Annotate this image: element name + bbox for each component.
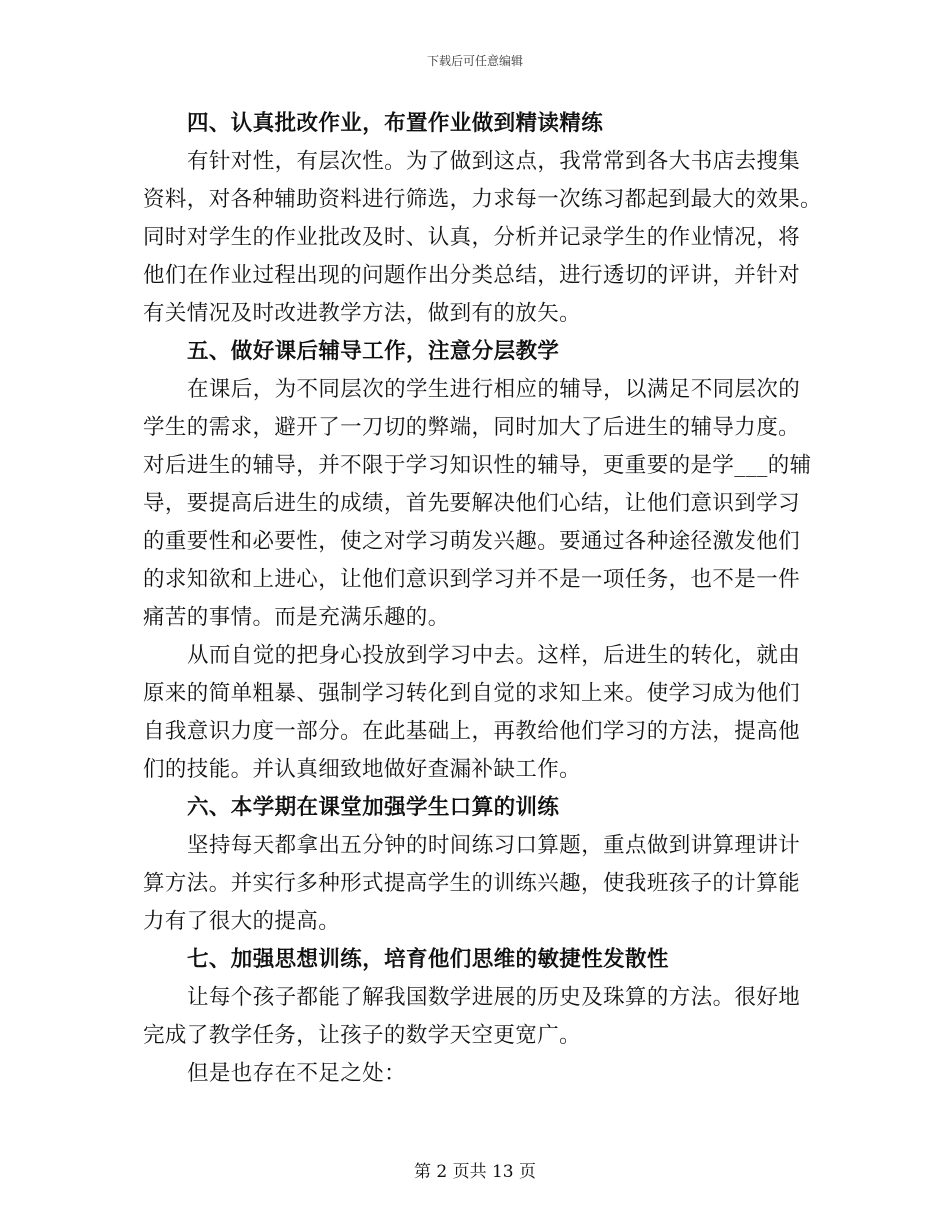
text-line: 自我意识力度一部分。在此基础上，再教给他们学习的方法，提高他 [143,719,801,744]
text-line: 让每个孩子都能了解我国数学进展的历史及珠算的方法。很好地 [187,985,801,1010]
page-footer: 第 2 页共 13 页 [413,1162,537,1182]
text-line: 们的技能。并认真细致地做好查漏补缺工作。 [143,757,582,782]
text-line: 学生的需求，避开了一刀切的弊端，同时加大了后进生的辅导力度。 [143,415,801,440]
section-heading: 四、认真批改作业，布置作业做到精读精练 [187,111,604,136]
text-line: 原来的简单粗暴、强制学习转化到自觉的求知上来。使学习成为他们 [143,681,801,706]
text-line: 力有了很大的提高。 [143,909,341,934]
section-heading: 七、加强思想训练，培育他们思维的敏捷性发散性 [187,947,669,972]
text-line: 但是也存在不足之处： [187,1061,407,1086]
document-body [143,105,822,1093]
text-line: 坚持每天都拿出五分钟的时间练习口算题，重点做到讲算理讲计 [187,833,801,858]
text-line: 的求知欲和上进心，让他们意识到学习并不是一项任务，也不是一件 [143,567,801,592]
section-heading: 六、本学期在课堂加强学生口算的训练 [187,795,560,820]
text-line: 完成了教学任务，让孩子的数学天空更宽广。 [143,1023,582,1048]
text-line: 痛苦的事情。而是充满乐趣的。 [143,605,450,630]
text-line: 算方法。并实行多种形式提高学生的训练兴趣，使我班孩子的计算能 [143,871,801,896]
text-line: 导，要提高后进生的成绩，首先要解决他们心结，让他们意识到学习 [143,491,801,516]
text-line: 有关情况及时改进教学方法，做到有的放矢。 [143,301,582,326]
page-header: 下载后可任意编辑 [426,54,523,68]
text-line: 资料，对各种辅助资料进行筛选，力求每一次练习都起到最大的效果。 [143,187,822,212]
text-line: 的重要性和必要性，使之对学习萌发兴趣。要通过各种途径激发他们 [143,529,801,554]
text-line: 同时对学生的作业批改及时、认真，分析并记录学生的作业情况，将 [143,225,801,250]
text-line: 他们在作业过程出现的问题作出分类总结，进行透切的评讲，并针对 [143,263,801,288]
text-line: 对后进生的辅导，并不限于学习知识性的辅导，更重要的是学___的辅 [143,453,812,478]
text-line: 在课后，为不同层次的学生进行相应的辅导，以满足不同层次的 [187,377,801,402]
section-heading: 五、做好课后辅导工作，注意分层教学 [187,339,560,364]
text-line: 从而自觉的把身心投放到学习中去。这样，后进生的转化，就由 [187,643,801,668]
text-line: 有针对性，有层次性。为了做到这点，我常常到各大书店去搜集 [187,149,801,174]
